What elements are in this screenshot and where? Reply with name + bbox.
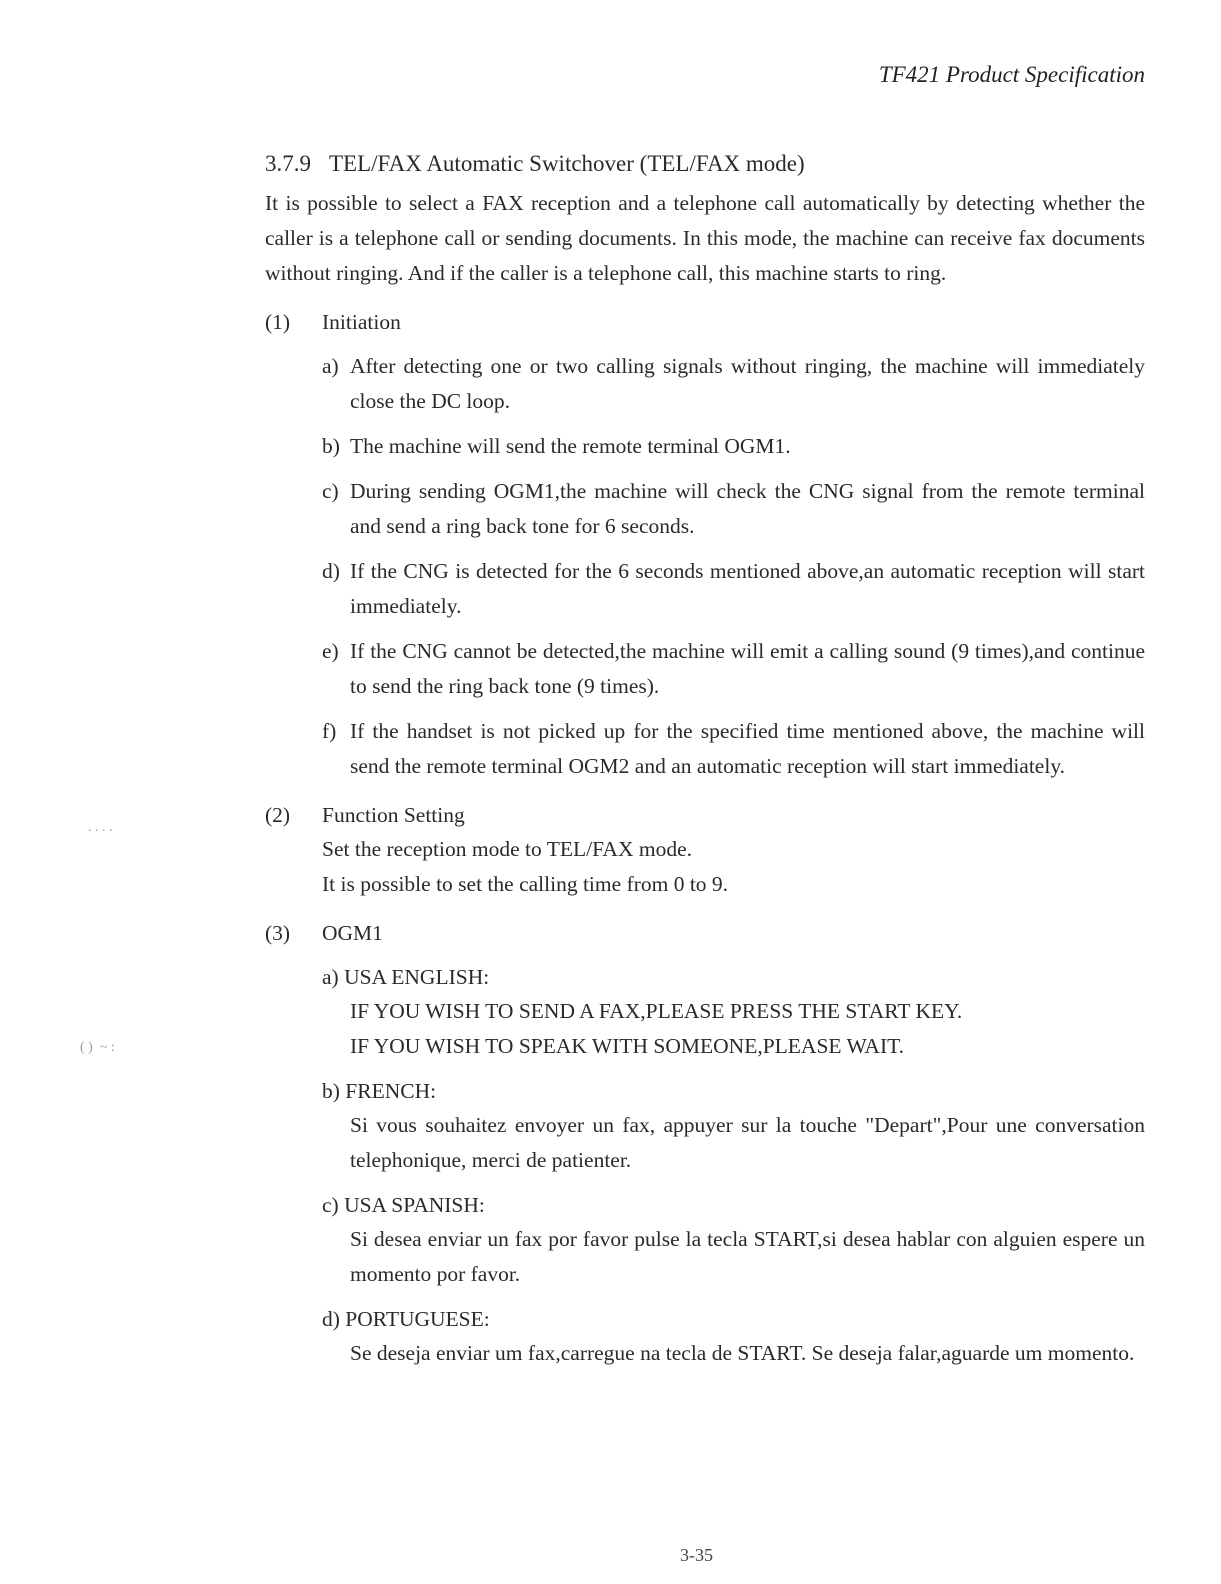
function-setting-body xyxy=(322,832,1145,902)
initiation-item-e xyxy=(322,634,1145,704)
page-number: 3-35 xyxy=(680,1545,713,1565)
initiation-item-c xyxy=(322,474,1145,544)
initiation-item-f xyxy=(322,714,1145,784)
section-heading xyxy=(265,148,1145,180)
item-text: If the handset is not picked up for the specified time mentioned above, the machine will send the remote terminal OGM2 and an automatic reception will start immediately. xyxy=(350,719,1145,778)
language-message-line: Si vous souhaitez envoyer un fax, appuyer sur la touche "Depart",Pour une conversation telephonique, merci de patienter. xyxy=(350,1113,1145,1172)
scan-speck: . . . . xyxy=(88,820,113,835)
function-setting-line-2: It is possible to set the calling time from 0 to 9. xyxy=(322,872,729,896)
ogm1-language-french xyxy=(322,1074,1145,1178)
language-message-line: IF YOU WISH TO SPEAK WITH SOMEONE,PLEASE WAIT. xyxy=(350,1034,905,1058)
item-letter: a) xyxy=(322,354,339,378)
section-3-7-9 xyxy=(265,148,1145,1371)
item-text: During sending OGM1,the machine will check the CNG signal from the remote terminal and send a ring back tone for 6 seconds. xyxy=(350,479,1145,538)
language-letter: a) xyxy=(322,965,339,989)
ogm1-language-english xyxy=(322,960,1145,1064)
ogm1-language-spanish xyxy=(322,1188,1145,1292)
section-number: 3.7.9 xyxy=(265,151,311,176)
language-name: PORTUGUESE: xyxy=(345,1307,490,1331)
function-setting-number: (2) xyxy=(265,803,291,827)
initiation-block xyxy=(265,305,1145,784)
item-text: The machine will send the remote terminal OGM1. xyxy=(350,434,791,458)
initiation-item-a xyxy=(322,349,1145,419)
function-setting-block xyxy=(265,798,1145,902)
language-message-line: IF YOU WISH TO SEND A FAX,PLEASE PRESS THE START KEY. xyxy=(350,999,963,1023)
initiation-number: (1) xyxy=(265,310,291,334)
language-name: USA SPANISH: xyxy=(344,1193,485,1217)
ogm1-language-portuguese xyxy=(322,1302,1145,1371)
ogm1-heading xyxy=(265,916,1145,950)
language-name: USA ENGLISH: xyxy=(344,965,490,989)
language-name: FRENCH: xyxy=(345,1079,437,1103)
initiation-items xyxy=(322,349,1145,784)
function-setting-title: Function Setting xyxy=(322,803,465,827)
scan-speck: ( ) ~ : xyxy=(80,1040,115,1055)
language-letter: c) xyxy=(322,1193,339,1217)
initiation-title: Initiation xyxy=(322,310,401,334)
ogm1-block xyxy=(265,916,1145,1371)
ogm1-number: (3) xyxy=(265,921,291,945)
ogm1-languages xyxy=(322,960,1145,1371)
section-intro: It is possible to select a FAX reception and a telephone call automatically by detecting whether the caller is a telephone call or sending documents. In this mode, the machine can receive fax documents without ringing. And if the caller is a telephone call, this machine starts to ring. xyxy=(265,191,1145,285)
item-text: If the CNG cannot be detected,the machine will emit a calling sound (9 times),and continue to send the ring back tone (9 times). xyxy=(350,639,1145,698)
item-text: If the CNG is detected for the 6 seconds mentioned above,an automatic reception will start immediately. xyxy=(350,559,1145,618)
item-letter: d) xyxy=(322,559,340,583)
language-letter: b) xyxy=(322,1079,340,1103)
item-letter: f) xyxy=(322,719,337,743)
item-letter: c) xyxy=(322,479,339,503)
language-message-line: Se deseja enviar um fax,carregue na tecla de START. Se deseja falar,aguarde um momento. xyxy=(350,1341,1135,1365)
document-header: TF421 Product Specification xyxy=(878,62,1145,87)
ogm1-title: OGM1 xyxy=(322,921,383,945)
item-text: After detecting one or two calling signals without ringing, the machine will immediately close the DC loop. xyxy=(350,354,1145,413)
language-message-line: Si desea enviar un fax por favor pulse la tecla START,si desea hablar con alguien espere un momento por favor. xyxy=(350,1227,1145,1286)
item-letter: b) xyxy=(322,434,340,458)
initiation-item-b xyxy=(322,429,1145,464)
function-setting-line-1: Set the reception mode to TEL/FAX mode. xyxy=(322,837,693,861)
item-letter: e) xyxy=(322,639,339,663)
function-setting-heading xyxy=(265,798,1145,832)
initiation-item-d xyxy=(322,554,1145,624)
initiation-heading xyxy=(265,305,1145,339)
language-letter: d) xyxy=(322,1307,340,1331)
section-title: TEL/FAX Automatic Switchover (TEL/FAX mode) xyxy=(329,151,805,176)
